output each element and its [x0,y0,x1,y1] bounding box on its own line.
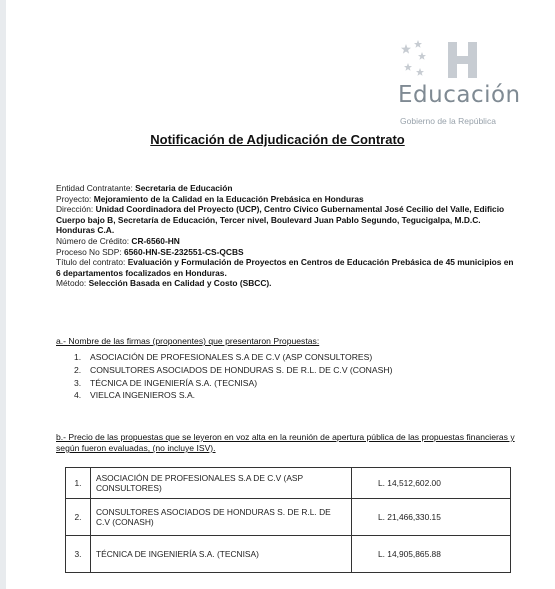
info-sdp: Proceso No SDP: 6560-HN-SE-232551-CS-QCBS [56,246,244,257]
info-credit: Número de Crédito: CR-6560-HN [56,235,180,246]
info-project: Proyecto: Mejoramiento de la Calidad en la Educación Prebásica en Honduras [56,193,364,204]
info-entity: Entidad Contratante: Secretaria de Educación [56,183,233,193]
firm-list [74,352,392,403]
contract-info [56,183,514,289]
list-item: 4. VIELCA INGENIEROS S.A. [74,390,196,401]
logo-name: Educación [398,82,521,108]
list-item: 2. CONSULTORES ASOCIADOS DE HONDURAS S. DE R.L. DE C.V (CONASH) [74,364,393,375]
honduras-stars-h-logo-icon [392,38,542,82]
logo-subtitle: Gobierno de la República [400,116,496,126]
list-item: 1. ASOCIACIÓN DE PROFESIONALES S.A DE C.V (ASP CONSULTORES) [74,352,373,362]
page-title: Notificación de Adjudicación de Contrato [150,132,405,147]
info-method: Método: Selección Basada en Calidad y Costo (SBCC). [56,278,272,289]
table-row: 2. CONSULTORES ASOCIADOS DE HONDURAS S. DE R.L. DE C.V (CONASH) L. 21,466,330.15 [66,499,511,536]
info-contract-title: Título del contrato: Evaluación y Formulación de Proyectos en Centros de Educación Prebásica de 45 municipios en 6 departamentos focalizados en Honduras. [56,257,514,278]
price-table [65,467,511,573]
table-row: 1. ASOCIACIÓN DE PROFESIONALES S.A DE C.V (ASP CONSULTORES) L. 14,512,602.00 [66,468,511,499]
list-item: 3. TÉCNICA DE INGENIERÍA S.A. (TECNISA) [74,377,258,388]
info-address: Dirección: Unidad Coordinadora del Proyecto (UCP), Centro Cívico Gubernamental José Cecilio del Valle, Edificio Cuerpo bajo B, Secretaría de Educación, Tercer nivel, Boulevard Juan Pablo Segundo, Tegucigalpa, M.D.C. Honduras C.A. [56,204,505,236]
logo-educacion [392,38,542,128]
section-b-heading: b.- Precio de las propuestas que se leyeron en voz alta en la reunión de apertura pública de las propuestas financieras y según fueron evaluadas, (no incluye ISV). [56,432,515,453]
scan-edge [0,0,6,589]
table-row: 3. TÉCNICA DE INGENIERÍA S.A. (TECNISA) L. 14,905,865.88 [66,536,511,573]
section-a-heading: a.- Nombre de las firmas (proponentes) que presentaron Propuestas: [56,336,320,346]
